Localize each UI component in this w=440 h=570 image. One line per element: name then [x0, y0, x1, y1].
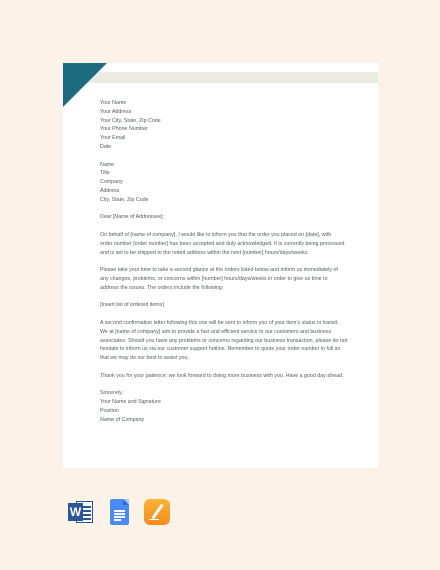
- paragraph-line: and is set to be shipped to the noted address within the next [number] hours/days/weeks.: [100, 249, 309, 256]
- sender-city: Your City, State, Zip Code: [100, 117, 161, 124]
- paragraph-line: Please take your time to take a second glance at the orders listed below and inform us immediately of: [100, 267, 338, 274]
- sender-name: Your Name: [100, 100, 127, 106]
- recipient-name: Name: [100, 161, 115, 168]
- google-docs-icon[interactable]: [106, 499, 132, 525]
- salutation: Dear [Name of Addressee];: [100, 214, 164, 221]
- paragraph-line: We at [name of company] aim to provide a fast and efficient service to our customers and business: [100, 328, 332, 335]
- recipient-block: [100, 161, 345, 205]
- paragraph-line: hesitate to inform us via our customer support hotline. Remember to quote your order number in full so: [100, 346, 341, 353]
- letter-document: [63, 63, 378, 468]
- recipient-title: Title: [100, 170, 110, 177]
- paragraph-line: associates. Should you have any problems or concerns regarding our business transaction, please do not: [100, 337, 348, 344]
- paragraph-line: On behalf of [name of company], I would like to inform you that the order you placed on [date], with: [100, 231, 332, 238]
- recipient-company: Company: [100, 179, 123, 186]
- recipient-city: City, State, Zip Code: [100, 196, 149, 203]
- paragraph-line: Thank you for your patience; we look forward to doing more business with you. Have a good day ahead.: [100, 372, 344, 379]
- signature-line: Your Name and Signature: [100, 399, 161, 406]
- paragraph-review-orders: [100, 266, 345, 292]
- format-icons: [68, 499, 170, 525]
- paragraph-second-letter: [100, 319, 348, 363]
- word-icon[interactable]: W: [68, 499, 94, 525]
- pages-icon[interactable]: [144, 499, 170, 525]
- header-band: [63, 72, 378, 83]
- paragraph-line: order number [order number] has been accepted and duly acknowledged. It is currently being processed: [100, 240, 345, 247]
- paragraph-order-confirmation: [100, 231, 345, 257]
- recipient-address: Address: [100, 187, 120, 194]
- company-line: Name of Company: [100, 416, 145, 423]
- closing-block: [100, 389, 345, 424]
- valediction: Sincerely,: [100, 390, 123, 397]
- paragraph-line: that we may do our best to assist you.: [100, 355, 189, 362]
- sender-email: Your Email: [100, 135, 126, 142]
- position-line: Position: [100, 407, 119, 414]
- paragraph-line: [Insert list of ordered items]: [100, 302, 164, 309]
- sender-block: [100, 99, 345, 152]
- paragraph-line: address the issues. The orders include the following:: [100, 284, 224, 291]
- paragraph-thank-you: [100, 372, 345, 381]
- sender-phone: Your Phone Number: [100, 126, 148, 133]
- paragraph-line: any changes, problems, or concerns within [number] hours/days/weeks in order to give us time to: [100, 275, 328, 282]
- letter-date: Date: [100, 143, 112, 150]
- paragraph-item-list: [100, 301, 345, 310]
- paragraph-line: A second confirmation letter following this one will be sent to inform you of your item’s status in transit.: [100, 319, 339, 326]
- sender-address: Your Address: [100, 108, 132, 115]
- letter-body: [100, 99, 348, 424]
